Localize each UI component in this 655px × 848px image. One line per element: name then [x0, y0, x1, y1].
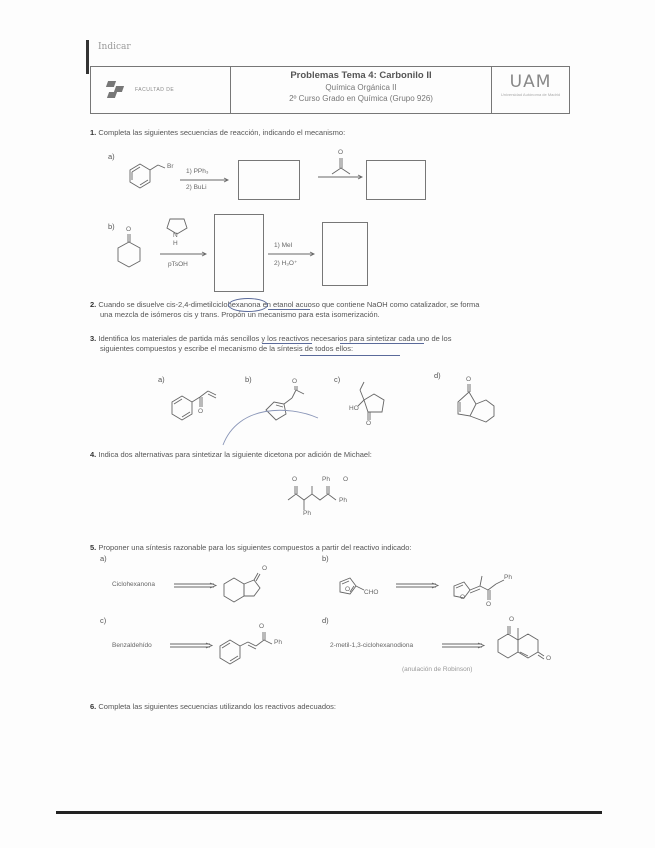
q5c-arrow [170, 643, 214, 649]
question-5-text: Proponer una síntesis razonable para los siguientes compuestos a partir del reactivo indicado: [98, 543, 412, 552]
question-1-text: Completa las siguientes secuencias de reacción, indicando el mecanismo: [98, 128, 346, 137]
q1a-reagent-2: 2) BuLi [186, 184, 207, 191]
q3b-o: O [292, 378, 298, 385]
university-name: Universidad Autónoma de Madrid [500, 92, 561, 97]
q1b-label: b) [108, 222, 115, 231]
margin-pen-mark [86, 40, 89, 74]
q5d-label: d) [322, 616, 329, 625]
q3d-o: O [466, 376, 472, 383]
q5d-wieland-miescher-ketone-structure [492, 622, 558, 672]
question-4 [90, 450, 372, 460]
q3c-o: O [366, 420, 372, 427]
q1b-arrow-1 [160, 252, 208, 256]
benzyl-bromide-structure [118, 162, 168, 202]
question-1 [90, 128, 345, 138]
header-box [90, 66, 570, 114]
q5a-bicyclic-ketone-structure [222, 568, 272, 610]
course-group: 2º Curso Grado en Química (Grupo 926) [289, 94, 433, 103]
q5c-ph: Ph [274, 639, 282, 646]
faculty-block [91, 67, 231, 113]
q5b-cho: CHO [364, 589, 379, 596]
question-6-text: Completa las siguientes secuencias utilizando los reactivos adecuados: [98, 702, 336, 711]
q5a-o: O [262, 565, 268, 572]
q5b-furan-o: O [345, 586, 351, 593]
question-6-number: 6. [90, 702, 97, 711]
q3-label-d: d) [434, 371, 441, 380]
q4-o-left: O [292, 476, 298, 483]
q3-label-a: a) [158, 375, 165, 384]
q5c-o: O [259, 623, 265, 630]
question-3-line-1: Identifica los materiales de partida más sencillos y los reactivos necesarios para sintetizar cada uno de los [98, 334, 452, 343]
q5c-reagent: Benzaldehído [112, 642, 152, 649]
question-5 [90, 543, 411, 553]
question-2-line-1: Cuando se disuelve cis-2,4-dimetilciclohexanona en etanol acuoso que contiene NaOH como catalizador, se forma [98, 300, 480, 309]
question-4-text: Indica dos alternativas para sintetizar la siguiente dicetona por adición de Michael: [98, 450, 372, 459]
question-6 [90, 702, 336, 712]
q5b-ph: Ph [504, 574, 512, 581]
question-2-line-2: una mezcla de isómeros cis y trans. Propón un mecanismo para esta isomerización. [100, 310, 380, 320]
ink-underline-3 [340, 343, 424, 344]
q3c-ho: HO [349, 405, 359, 412]
ink-circle-annotation [228, 298, 268, 312]
corner-note: Indicar [98, 42, 131, 52]
q3-label-c: c) [334, 375, 341, 384]
q4-diketone-structure [288, 484, 358, 514]
university-block [491, 67, 569, 113]
q1a-reagent-1: 1) PPh₃ [186, 168, 209, 175]
q5b-arrow [396, 583, 440, 589]
question-5-number: 5. [90, 543, 97, 552]
question-2-number: 2. [90, 300, 97, 309]
faculty-logo-icon [105, 78, 129, 102]
faculty-name: FACULTAD DE [135, 87, 175, 93]
q1b-reagent-2: 2) H₃O⁺ [274, 260, 298, 267]
q4-ph-top: Ph [322, 476, 330, 483]
question-4-number: 4. [90, 450, 97, 459]
q5d-arrow [442, 643, 486, 649]
q1a-answer-box-2 [366, 160, 426, 200]
q1b-answer-box-1 [214, 214, 264, 292]
q5b-furfural-structure [334, 572, 374, 602]
question-3 [90, 334, 580, 354]
q5d-robinson-note: (anulación de Robinson) [402, 666, 473, 673]
sheet-title: Problemas Tema 4: Carbonilo II [290, 70, 432, 81]
q5d-o-right: O [546, 655, 552, 662]
header-titles [231, 67, 491, 113]
q4-ph-bottom: Ph [303, 510, 311, 517]
q5b-ketone-o: O [486, 601, 492, 608]
q5b-label: b) [322, 554, 329, 563]
q1a-acetone-arrow [318, 158, 366, 180]
q1b-ptsoh: pTsOH [168, 261, 188, 268]
q5a-arrow [174, 583, 218, 589]
q3-label-b: b) [245, 375, 252, 384]
cyclohexanone-structure [118, 234, 154, 274]
q5c-label: c) [100, 616, 107, 625]
q4-o-right: O [343, 476, 349, 483]
q5d-o-top: O [509, 616, 515, 623]
question-3-line-2: siguientes compuestos y escribe el mecanismo de la síntesis de todos ellos: [100, 344, 354, 354]
ink-underline-2 [262, 343, 312, 344]
q1b-h: H [173, 240, 178, 247]
q1b-answer-box-2 [322, 222, 368, 286]
ink-underline-1 [268, 309, 310, 310]
q3d-bicyclic-enone-structure [450, 382, 510, 432]
q1b-arrow-2 [268, 252, 316, 256]
question-3-number: 3. [90, 334, 97, 343]
ink-underline-4 [300, 355, 400, 356]
course-name: Química Orgánica II [325, 83, 397, 92]
q5b-furan-o-product: O [460, 594, 466, 601]
q3a-o: O [198, 408, 204, 415]
q5a-label: a) [100, 554, 107, 563]
question-2 [90, 300, 580, 320]
q5c-chalcone-structure [218, 628, 288, 664]
q4-ph-right: Ph [339, 497, 347, 504]
q1a-arrow-1 [180, 178, 230, 182]
q1b-n: N [173, 232, 178, 239]
q5d-reagent: 2-metil-1,3-ciclohexanodiona [330, 642, 414, 649]
bottom-scan-edge [56, 811, 602, 814]
q1a-answer-box-1 [238, 160, 300, 200]
q5a-reagent: Ciclohexanona [112, 581, 156, 588]
q1a-acetone-o: O [338, 149, 344, 156]
q1b-ketone-o: O [126, 226, 132, 233]
question-1-number: 1. [90, 128, 97, 137]
q1a-br: Br [167, 163, 174, 170]
pencil-scribble [218, 400, 328, 450]
uam-logo: UAM [509, 72, 552, 92]
q1b-reagent-1: 1) MeI [274, 242, 293, 249]
q1a-label: a) [108, 152, 115, 161]
